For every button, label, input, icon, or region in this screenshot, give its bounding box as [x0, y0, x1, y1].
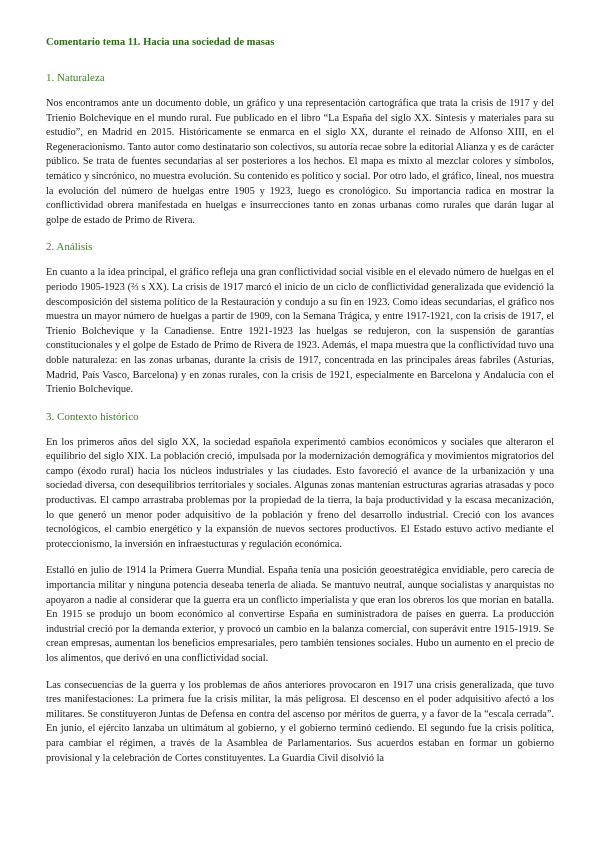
paragraph-contexto-1: En los primeros años del siglo XX, la sociedad española experimentó cambios económicos y sociales que alteraron el equilibrio del siglo XIX. La población creció, impulsada por la modernización demográfica y movimientos migratorios del campo (éxodo rural) hacia los núcleos industriales y las ciudades. Esto favoreció el avance de la urbanización y una sociedad diversa, con desequilibrios territoriales y sociales. Algunas zonas mantenían estructuras agrarias atrasadas y poco productivas. El campo arrastraba problemas por la propiedad de la tierra, la baja productividad y la escasa mecanización, lo que generó un menor poder adquisitivo de la población y freno del desarrollo industrial. Creció con los avances tecnológicos, el cambio energético y la expansión de nuevos sectores productivos. El Estado estuvo activo mediante el proteccionismo, la inversión en infraestucturas y regulación económica.: [46, 436, 554, 550]
section-heading-contexto: 3. Contexto histórico: [46, 410, 139, 423]
paragraph-contexto-3: Las consecuencias de la guerra y los problemas de años anteriores provocaron en 1917 una crisis generalizada, que tuvo tres manifestaciones: La primera fue la crisis militar, la más peligrosa. El descenso en el poder adquisitivo afectó a los militares. Se constituyeron Juntas de Defensa en contra del ascenso por méritos de guerra, y a favor de la “escala cerrada”. En junio, el ejército lanzaba un ultimátum al gobierno, y el gobierno terminó cediendo. El segundo fue la crisis política, para cambiar el régimen, a través de la Asamblea de Parlamentarios. Sus acuerdos estaban en formar un gobierno provisional y la celebración de Cortes constituyentes. La Guardia Civil disolvió la: [46, 679, 554, 764]
paragraph-naturaleza: Nos encontramos ante un documento doble, un gráfico y una representación cartográfica que trata la crisis de 1917 y del Trienio Bolchevique en el mundo rural. Fue publicado en el libro “La España del siglo XX. Síntesis y materiales para su estudio”, en Madrid en 2015. Históricamente se enmarca en el siglo XX, durante el reinado de Alfonso XIII, en el Regeneracionismo. Tanto autor como destinatario son colectivos, su autoría recae sobre la editorial Alianza y es de carácter público. Se trata de fuentes secundarias al ser posteriores a los hechos. El mapa es mixto al mezclar colores y símbolos, temático y sincrónico, no muestra evolución. Su contenido es político y social. Por otro lado, el gráfico, lineal, nos muestra la evolución del número de huelgas entre 1905 y 1923, luego es cronológico. Su importancia radica en mostrar la conflictividad obrera manifestada en huelgas e insurrecciones tanto en zonas urbanas como rurales que darán lugar al golpe de estado de Primo de Rivera.: [46, 98, 554, 226]
paragraph-analisis: En cuanto a la idea principal, el gráfico refleja una gran conflictividad social visible en el elevado número de huelgas en el periodo 1905-1923 (⅔ s XX). La crisis de 1917 marcó el inicio de un ciclo de conflictividad generalizada que evidenció la descomposición del sistema político de la Restauración y condujo a su fin en 1923. Como ideas secundarias, el gráfico nos muestra un mayor número de huelgas a partir de 1909, con la Semana Trágica, y entre 1917-1921, con la crisis de 1917, el Trienio Bolchevique y la Canadiense. Entre 1921-1923 las huelgas se redujeron, con la suspensión de garantías constitucionales y el golpe de Estado de Primo de Rivera de 1923. Además, el mapa muestra que la conflictividad tuvo una doble naturaleza: en las zonas urbanas, durante la crisis de 1917, concentrada en las principales áreas fabriles (Asturias, Madrid, País Vasco, Barcelona) y en zonas rurales, con la crisis de 1921, especialmente en Barcelona y Andalucía con el Trienio Bolchevique.: [46, 267, 554, 396]
section-heading-analisis: 2. Análisis: [46, 241, 93, 254]
document-title: Comentario tema 11. Hacia una sociedad de masas: [46, 37, 275, 48]
paragraph-contexto-2: Estalló en julio de 1914 la Primera Guerra Mundial. España tenía una posición geoestratégica envidiable, pero carecía de importancia militar y ninguna potencia deseaba tenerla de aliada. Se mantuvo neutral, aunque socialistas y anarquistas no apoyaron a nadie al considerar que la guerra era un conflicto imperialista y que eran los obreros los que morían en batalla. En 1915 se produjo un boom económico al convertirse España en suministradora de países en guerra. La producción industrial creció por la demanda exterior, y provocó un cambio en la balanza comercial, con superávit entre 1915-1919. Se crean empresas, aumentan los beneficios empresariales, pero también tensiones sociales. Hubo un aumento en el precio de los alimentos, que derivó en una conflictividad social.: [46, 565, 554, 664]
section-heading-naturaleza: 1. Naturaleza: [46, 72, 105, 84]
